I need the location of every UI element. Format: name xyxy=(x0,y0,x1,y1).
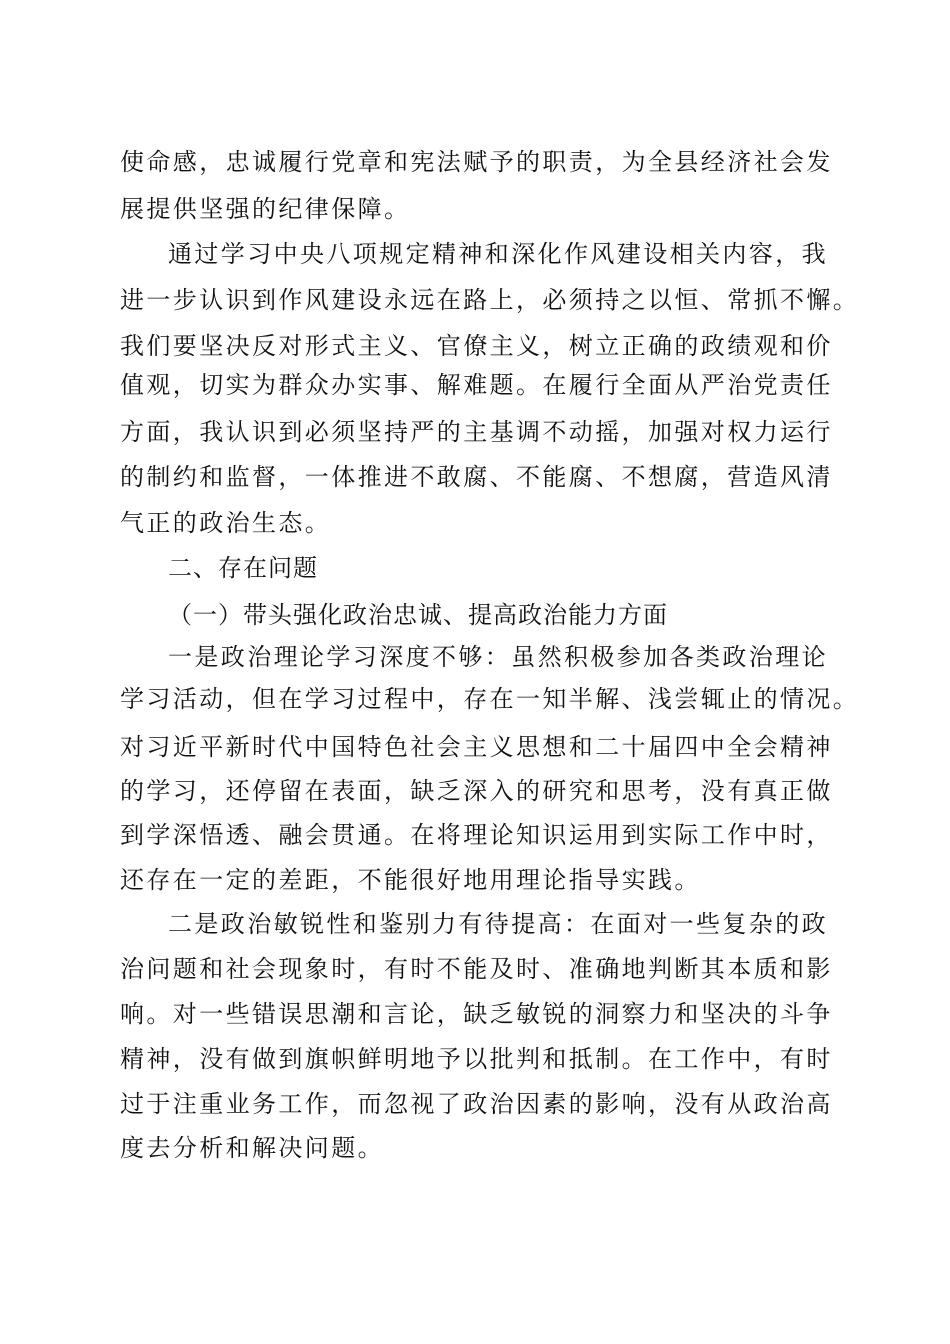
paragraph-3-line-3: 对习近平新时代中国特色社会主义思想和二十届四中全会精神 xyxy=(120,733,833,761)
paragraph-2-line-2: 进一步认识到作风建设永远在路上，必须持之以恒、常抓不懈。 xyxy=(120,286,860,314)
paragraph-2-line-6: 的制约和监督，一体推进不敢腐、不能腐、不想腐，营造风清 xyxy=(120,463,833,491)
paragraph-4-line-6: 度去分析和解决问题。 xyxy=(120,1134,384,1162)
paragraph-4-line-2: 治问题和社会现象时，有时不能及时、准确地判断其本质和影 xyxy=(120,955,833,983)
paragraph-4-line-1: 二是政治敏锐性和鉴别力有待提高：在面对一些复杂的政 xyxy=(168,910,828,938)
paragraph-3-line-4: 的学习，还停留在表面，缺乏深入的研究和思考，没有真正做 xyxy=(120,777,833,805)
paragraph-3-line-2: 学习活动，但在学习过程中，存在一知半解、浅尝辄止的情况。 xyxy=(120,685,860,713)
paragraph-2-line-4: 值观，切实为群众办实事、解难题。在履行全面从严治党责任 xyxy=(120,371,833,399)
paragraph-1-line-2: 展提供坚强的纪律保障。 xyxy=(120,195,411,223)
paragraph-4-line-3: 响。对一些错误思潮和言论，缺乏敏锐的洞察力和坚决的斗争 xyxy=(120,1000,833,1028)
paragraph-1-line-1: 使命感，忠诚履行党章和宪法赋予的职责，为全县经济社会发 xyxy=(120,148,833,176)
paragraph-2-line-5: 方面，我认识到必须坚持严的主基调不动摇，加强对权力运行 xyxy=(120,418,833,446)
paragraph-2-line-3: 我们要坚决反对形式主义、官僚主义，树立正确的政绩观和价 xyxy=(120,332,833,360)
paragraph-4-line-5: 过于注重业务工作，而忽视了政治因素的影响，没有从政治高 xyxy=(120,1090,833,1118)
section-heading: 二、存在问题 xyxy=(168,554,318,582)
paragraph-2-line-1: 通过学习中央八项规定精神和深化作风建设相关内容，我 xyxy=(168,240,828,268)
paragraph-4-line-4: 精神，没有做到旗帜鲜明地予以批判和抵制。在工作中，有时 xyxy=(120,1045,833,1073)
paragraph-3-line-1: 一是政治理论学习深度不够：虽然积极参加各类政治理论 xyxy=(168,643,828,671)
paragraph-3-line-5: 到学深悟透、融会贯通。在将理论知识运用到实际工作中时， xyxy=(120,821,833,849)
paragraph-3-line-6: 还存在一定的差距，不能很好地用理论指导实践。 xyxy=(120,866,701,894)
paragraph-2-line-7: 气正的政治生态。 xyxy=(120,509,332,537)
subsection-heading: （一）带头强化政治忠诚、提高政治能力方面 xyxy=(168,601,668,629)
